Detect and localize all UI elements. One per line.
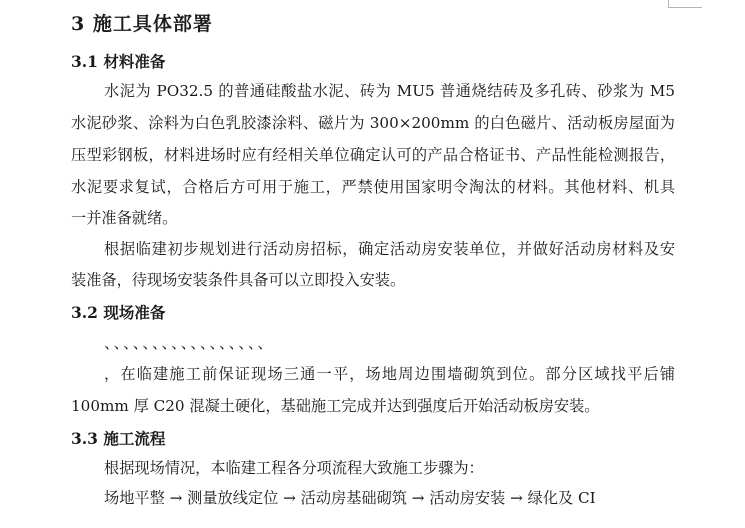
materials-p1-line-1: 水泥为 PO32.5 的普通硅酸盐水泥、砖为 MU5 普通烧结砖及多孔砖、砂浆为 M5	[104, 82, 675, 100]
materials-p1-line-2: 水泥砂浆、涂料为白色乳胶漆涂料、磁片为 300×200mm 的白色磁片、活动板房屋面为	[71, 114, 675, 132]
heading-materials: 3.1 材料准备	[71, 52, 166, 71]
heading-process: 3.3 施工流程	[71, 429, 166, 448]
materials-p2-line-1: 根据临建初步规划进行活动房招标，确定活动房安装单位，并做好活动房材料及安	[104, 240, 675, 258]
materials-p1-line-3: 压型彩钢板，材料进场时应有经相关单位确定认可的产品合格证书、产品性能检测报告，	[71, 146, 675, 164]
materials-p1-line-5: 一并准备就绪。	[71, 209, 178, 227]
site-p-line-1: ，在临建施工前保证现场三通一平，场地周边围墙砌筑到位。部分区域找平后铺	[104, 365, 675, 383]
heading-site-preparation: 3.2 现场准备	[71, 303, 166, 322]
section-title: 3 施工具体部署	[71, 13, 213, 35]
site-p-line-2: 100mm 厚 C20 混凝土硬化，基础施工完成并达到强度后开始活动板房安装。	[71, 397, 600, 415]
page-corner-mark	[668, 0, 702, 8]
site-punctuation-marks: 、、、、、、、、、、、、、、、、、	[104, 334, 275, 352]
materials-p2-line-2: 装准备，待现场安装条件具备可以立即投入安装。	[71, 271, 406, 289]
process-flow: 场地平整 → 测量放线定位 → 活动房基础砌筑 → 活动房安装 → 绿化及 CI	[104, 489, 596, 507]
materials-p1-line-4: 水泥要求复试，合格后方可用于施工，严禁使用国家明令淘汰的材料。其他材料、机具	[71, 178, 675, 196]
process-intro: 根据现场情况，本临建工程各分项流程大致施工步骤为：	[104, 459, 484, 477]
